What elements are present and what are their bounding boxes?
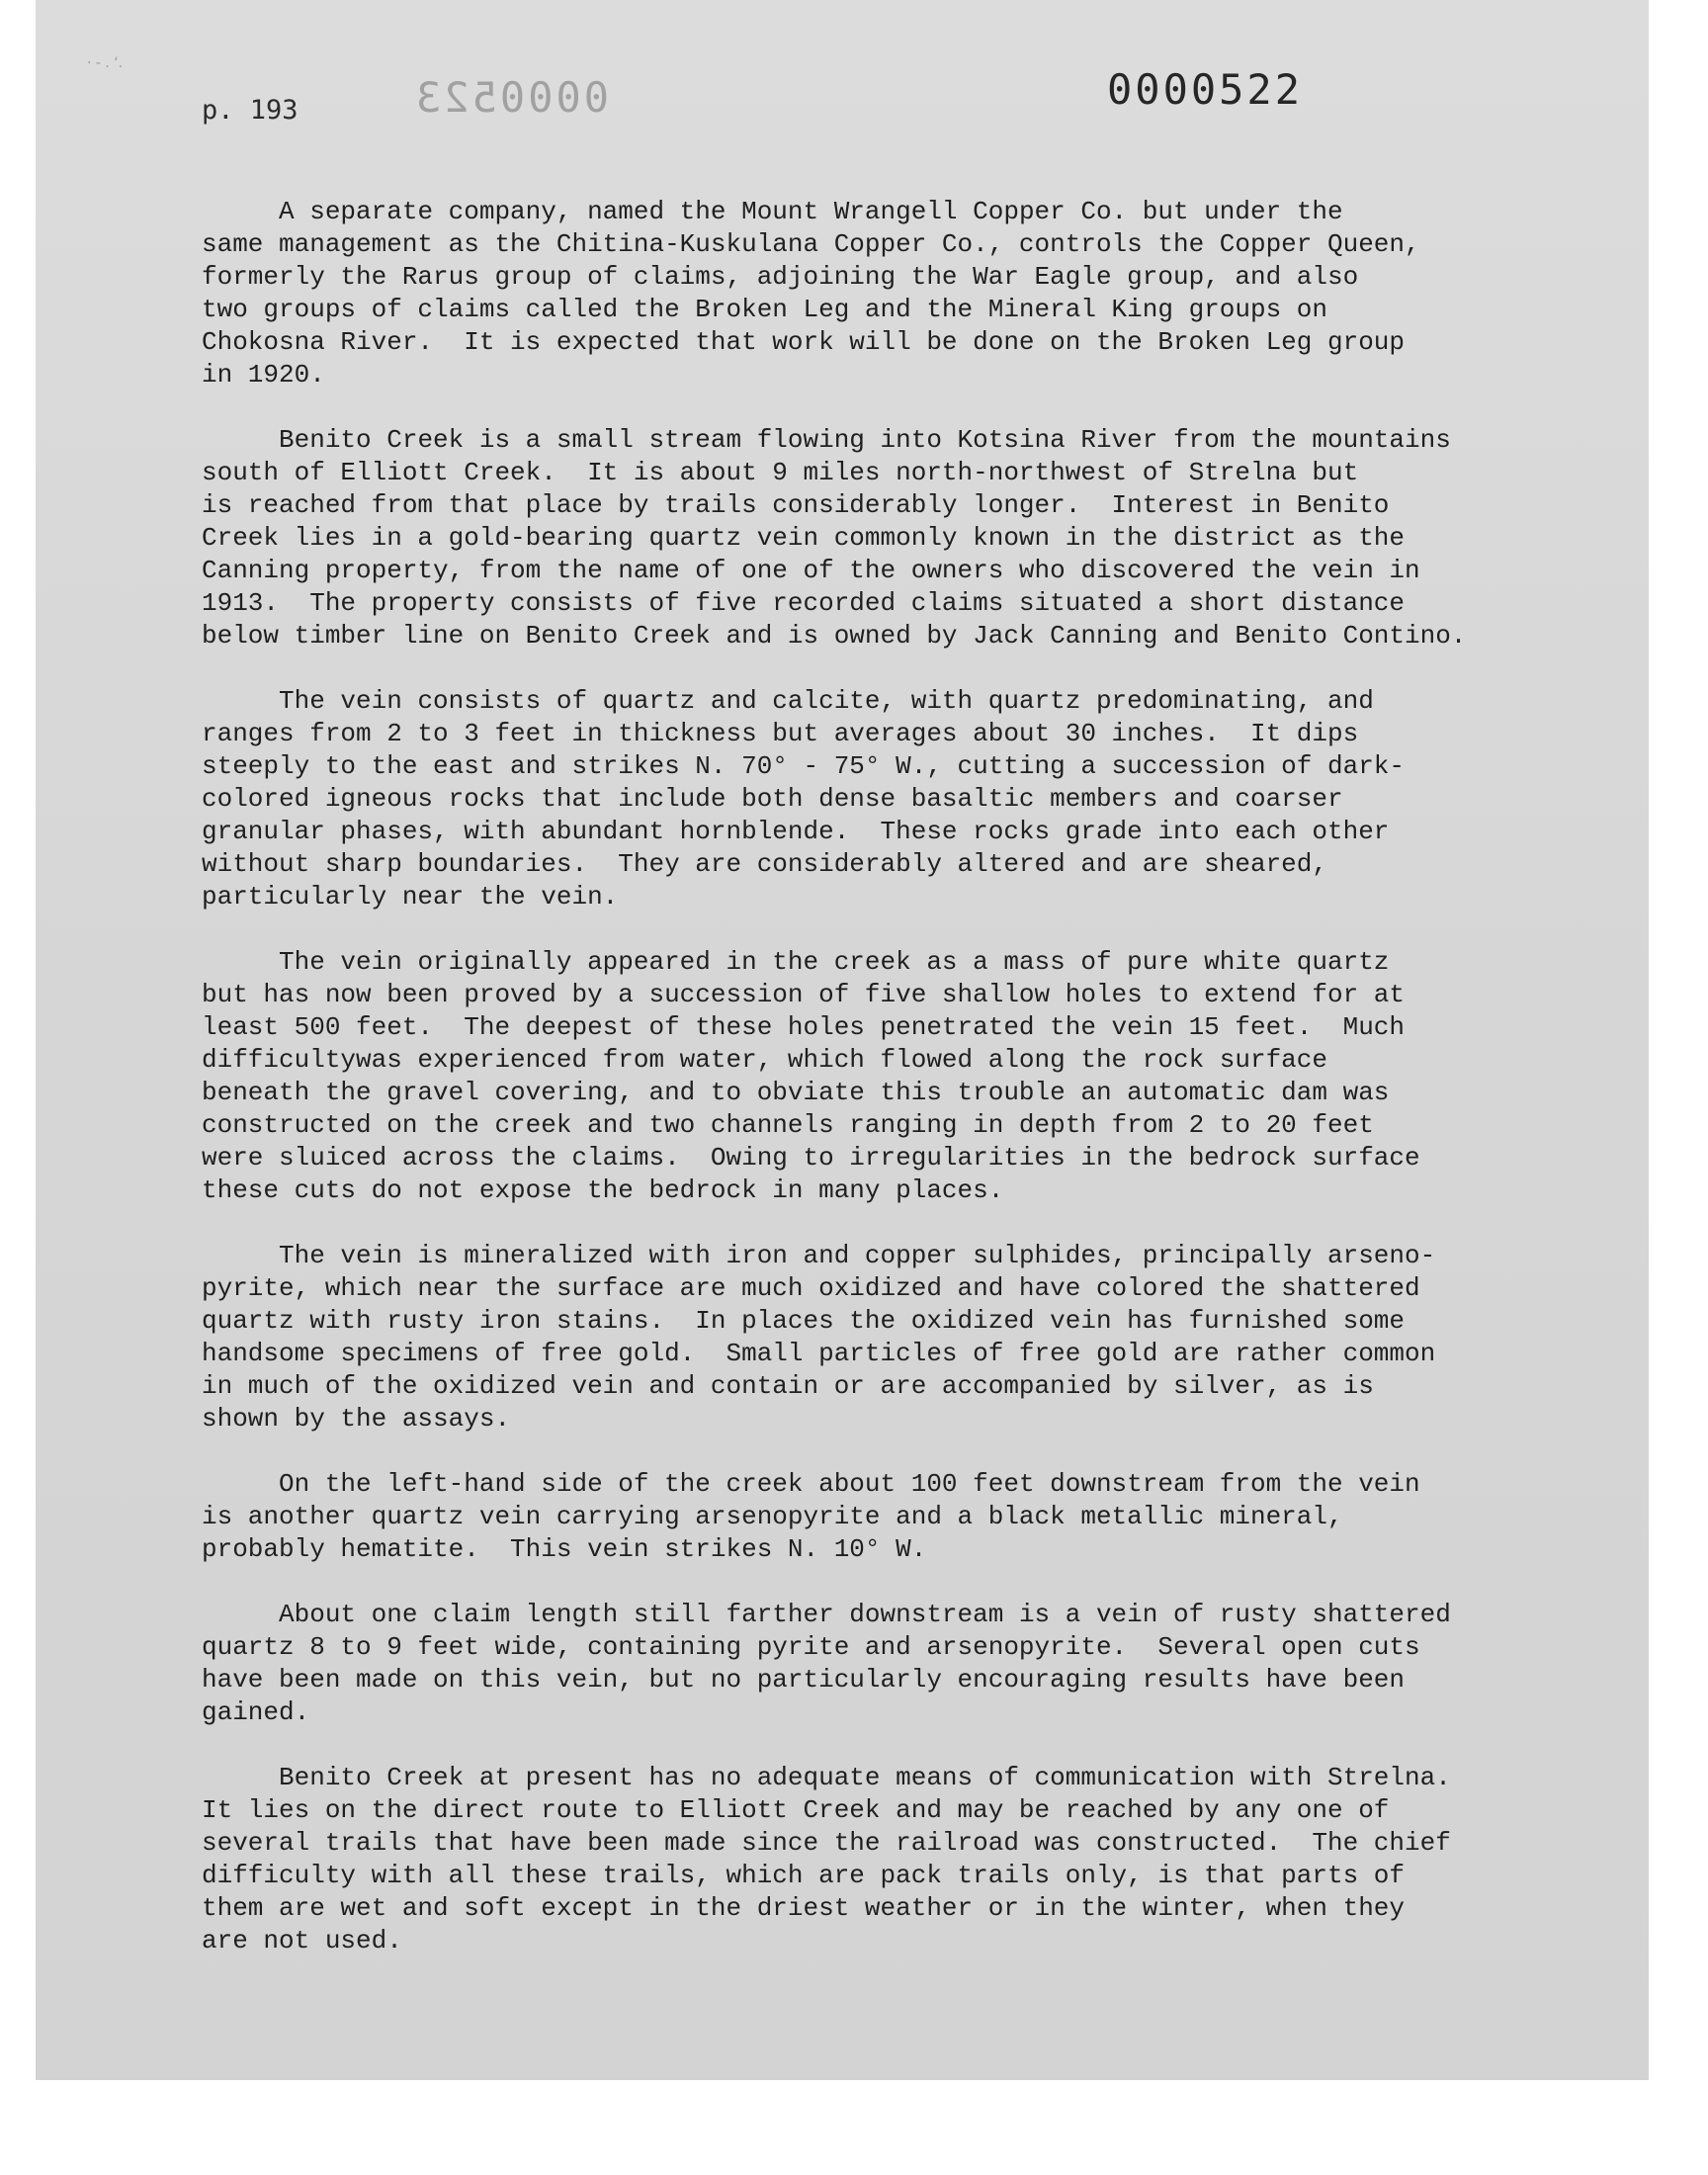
paragraph-left-hand-vein: On the left-hand side of the creek about 100 feet downstream from the vein is another quartz vein carrying arsenopyrite and a black metallic mineral, probably hematite. This vein strikes N. 10° W. [202, 1469, 1420, 1564]
paragraph-communication: Benito Creek at present has no adequate means of communication with Strelna. It lies on the direct route to Elliott Creek and may be reached by any one of several trails that have been made since the railroad was constructed. The chief difficulty with all these trails, which are pack trails only, is that parts of them are wet and soft except in the driest weather or in the winter, when they are not used. [202, 1763, 1451, 1956]
document-body [202, 196, 1566, 1990]
paragraph-mount-wrangell: A separate company, named the Mount Wrangell Copper Co. but under the same management as the Chitina-Kuskulana Copper Co., controls the Copper Queen, formerly the Rarus group of claims, adjoining the War Eagle group, and also two groups of claims called the Broken Leg and the Mineral King groups on Chokosna River. It is expected that work will be done on the Broken Leg group in 1920. [202, 197, 1420, 390]
paragraph-downstream-vein: About one claim length still farther downstream is a vein of rusty shattered quartz 8 to 9 feet wide, containing pyrite and arsenopyrite. Several open cuts have been made on this vein, but no particularly encouraging results have been gained. [202, 1600, 1451, 1727]
scan-speckle: · ‑ . ‘. [87, 55, 124, 71]
mirrored-document-number-stamp: 0000523 [413, 73, 610, 122]
document-number-stamp: 0000522 [1107, 65, 1304, 114]
paragraph-vein-composition: The vein consists of quartz and calcite, with quartz predominating, and ranges from 2 to 3 feet in thickness but averages about 30 inches. It dips steeply to the east and strikes N. 70° - 75° W., cutting a succession of dark- colored igneous rocks that include both dense basaltic members and coarser granular phases, with abundant hornblende. These rocks grade into each other without sharp boundaries. They are considerably altered and are sheared, particularly near the vein. [202, 686, 1405, 912]
paragraph-benito-creek-intro: Benito Creek is a small stream flowing into Kotsina River from the mountains south of Elliott Creek. It is about 9 miles north-northwest of Strelna but is reached from that place by trails considerably longer. Interest in Benito Creek lies in a gold-bearing quartz vein commonly known in the district as the Canning property, from the name of one of the owners who discovered the vein in 1913. The property consists of five recorded claims situated a short distance below timber line on Benito Creek and is owned by Jack Canning and Benito Contino. [202, 425, 1467, 651]
page-label: p. 193 [202, 95, 299, 126]
paragraph-mineralization: The vein is mineralized with iron and copper sulphides, principally arseno- pyrite, which near the surface are much oxidized and have colored the shattered quartz with rusty iron stains. In places the oxidized vein has furnished some handsome specimens of free gold. Small particles of free gold are rather common in much of the oxidized vein and contain or are accompanied by silver, as is shown by the assays. [202, 1241, 1436, 1434]
paragraph-vein-exploration: The vein originally appeared in the creek as a mass of pure white quartz but has now been proved by a succession of five shallow holes to extend for at least 500 feet. The deepest of these holes penetrated the vein 15 feet. Much difficultywas experienced from water, which flowed along the rock surface beneath the gravel covering, and to obviate this trouble an automatic dam was constructed on the creek and two channels ranging in depth from 2 to 20 feet were sluiced across the claims. Owing to irregularities in the bedrock surface these cuts do not expose the bedrock in many places. [202, 947, 1420, 1205]
